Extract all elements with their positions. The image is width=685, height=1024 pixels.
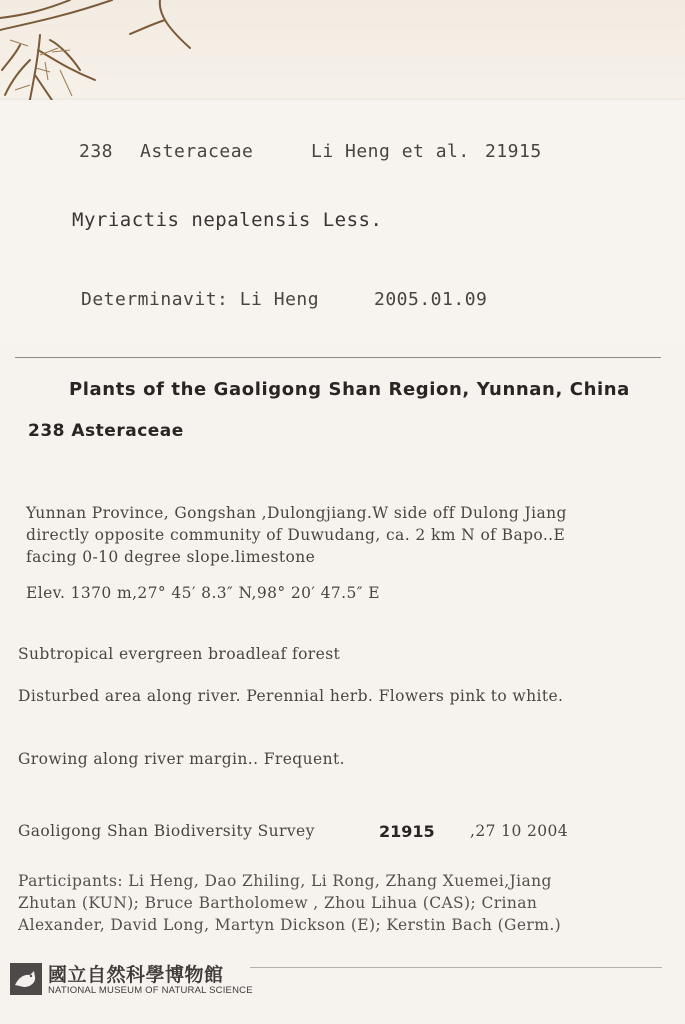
- plant-description: Disturbed area along river. Perennial herb. Flowers pink to white.: [18, 687, 564, 705]
- participants-line: Zhutan (KUN); Bruce Bartholomew , Zhou Lihua (CAS); Crinan: [18, 894, 538, 912]
- det-family-name: Asteraceae: [140, 141, 254, 162]
- locality-line: Yunnan Province, Gongshan ,Dulongjiang.W side off Dulong Jiang: [26, 504, 567, 522]
- label-title: Plants of the Gaoligong Shan Region, Yunnan, China: [69, 379, 630, 400]
- participants-line: Participants: Li Heng, Dao Zhiling, Li Rong, Zhang Xuemei,Jiang: [18, 872, 552, 890]
- determination-date: 2005.01.09: [374, 289, 488, 310]
- survey-name: Gaoligong Shan Biodiversity Survey: [18, 822, 315, 840]
- locality-line: facing 0-10 degree slope.limestone: [26, 548, 316, 566]
- determinavit-label: Determinavit: Li Heng: [81, 289, 320, 310]
- survey-date: ,27 10 2004: [470, 822, 569, 840]
- locality-line: directly opposite community of Duwudang, ca. 2 km N of Bapo..E: [26, 526, 566, 544]
- museum-name-zh: 國立自然科學博物館: [48, 964, 224, 986]
- museum-name-en: NATIONAL MUSEUM OF NATURAL SCIENCE: [48, 985, 253, 996]
- det-collector: Li Heng et al.: [311, 141, 470, 162]
- det-family-number: 238: [79, 141, 114, 162]
- species-name: Myriactis nepalensis Less.: [72, 209, 383, 231]
- label-top-rule: [15, 357, 661, 358]
- frequency-note: Growing along river margin.. Frequent.: [18, 750, 345, 768]
- habitat: Subtropical evergreen broadleaf forest: [18, 645, 341, 663]
- label-family: 238 Asteraceae: [28, 421, 184, 441]
- participants-line: Alexander, David Long, Martyn Dickson (E); Kerstin Bach (Germ.): [18, 916, 562, 934]
- label-bottom-rule: [250, 967, 662, 968]
- museum-logo-icon: [10, 963, 42, 995]
- det-collector-number: 21915: [485, 141, 542, 162]
- elevation-coordinates: Elev. 1370 m,27° 45′ 8.3″ N,98° 20′ 47.5″ E: [26, 584, 380, 602]
- survey-number: 21915: [379, 822, 435, 841]
